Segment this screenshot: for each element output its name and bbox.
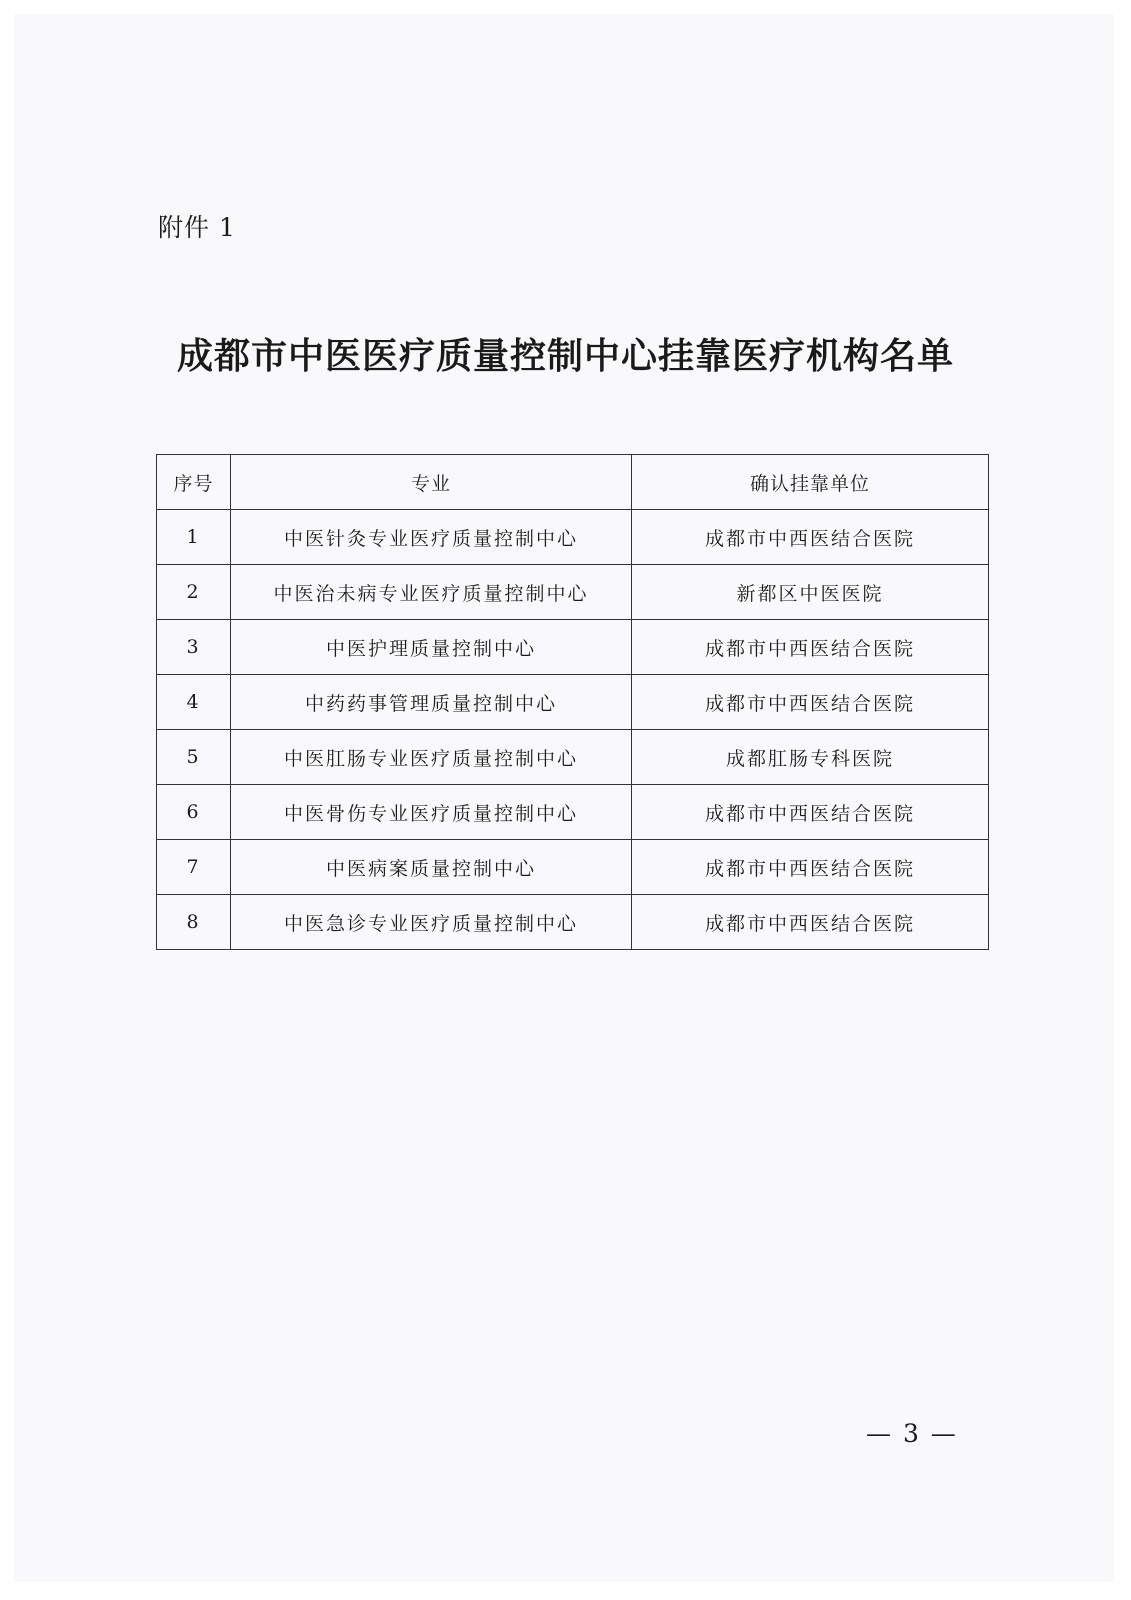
row-unit: 成都市中西医结合医院 [632, 675, 989, 730]
table-row [157, 895, 989, 950]
row-unit: 成都市中西医结合医院 [632, 785, 989, 840]
row-unit: 新都区中医医院 [632, 565, 989, 620]
row-unit: 成都市中西医结合医院 [632, 895, 989, 950]
row-specialty: 中医治未病专业医疗质量控制中心 [231, 565, 632, 620]
row-number: 3 [157, 620, 231, 675]
table-row [157, 510, 989, 565]
row-unit: 成都市中西医结合医院 [632, 510, 989, 565]
row-specialty: 中医病案质量控制中心 [231, 840, 632, 895]
document-title: 成都市中医医疗质量控制中心挂靠医疗机构名单 [176, 336, 954, 377]
row-number: 7 [157, 840, 231, 895]
table-row [157, 785, 989, 840]
row-number: 5 [157, 730, 231, 785]
row-specialty: 中医护理质量控制中心 [231, 620, 632, 675]
row-specialty: 中医急诊专业医疗质量控制中心 [231, 895, 632, 950]
row-specialty: 中医骨伤专业医疗质量控制中心 [231, 785, 632, 840]
row-unit: 成都肛肠专科医院 [632, 730, 989, 785]
table-row [157, 565, 989, 620]
page-number: — 3 — [866, 1419, 958, 1448]
row-number: 8 [157, 895, 231, 950]
row-specialty: 中医肛肠专业医疗质量控制中心 [231, 730, 632, 785]
table-row [157, 840, 989, 895]
row-specialty: 中医针灸专业医疗质量控制中心 [231, 510, 632, 565]
table-row [157, 730, 989, 785]
header-unit: 确认挂靠单位 [632, 455, 989, 510]
attachment-label: 附件 1 [158, 213, 236, 242]
row-specialty: 中药药事管理质量控制中心 [231, 675, 632, 730]
row-number: 4 [157, 675, 231, 730]
header-specialty: 专业 [231, 455, 632, 510]
table-header-row [157, 455, 989, 510]
institution-table [156, 454, 989, 950]
table-row [157, 675, 989, 730]
table-row [157, 620, 989, 675]
row-unit: 成都市中西医结合医院 [632, 840, 989, 895]
row-number: 6 [157, 785, 231, 840]
row-number: 2 [157, 565, 231, 620]
row-unit: 成都市中西医结合医院 [632, 620, 989, 675]
header-number: 序号 [157, 455, 231, 510]
row-number: 1 [157, 510, 231, 565]
